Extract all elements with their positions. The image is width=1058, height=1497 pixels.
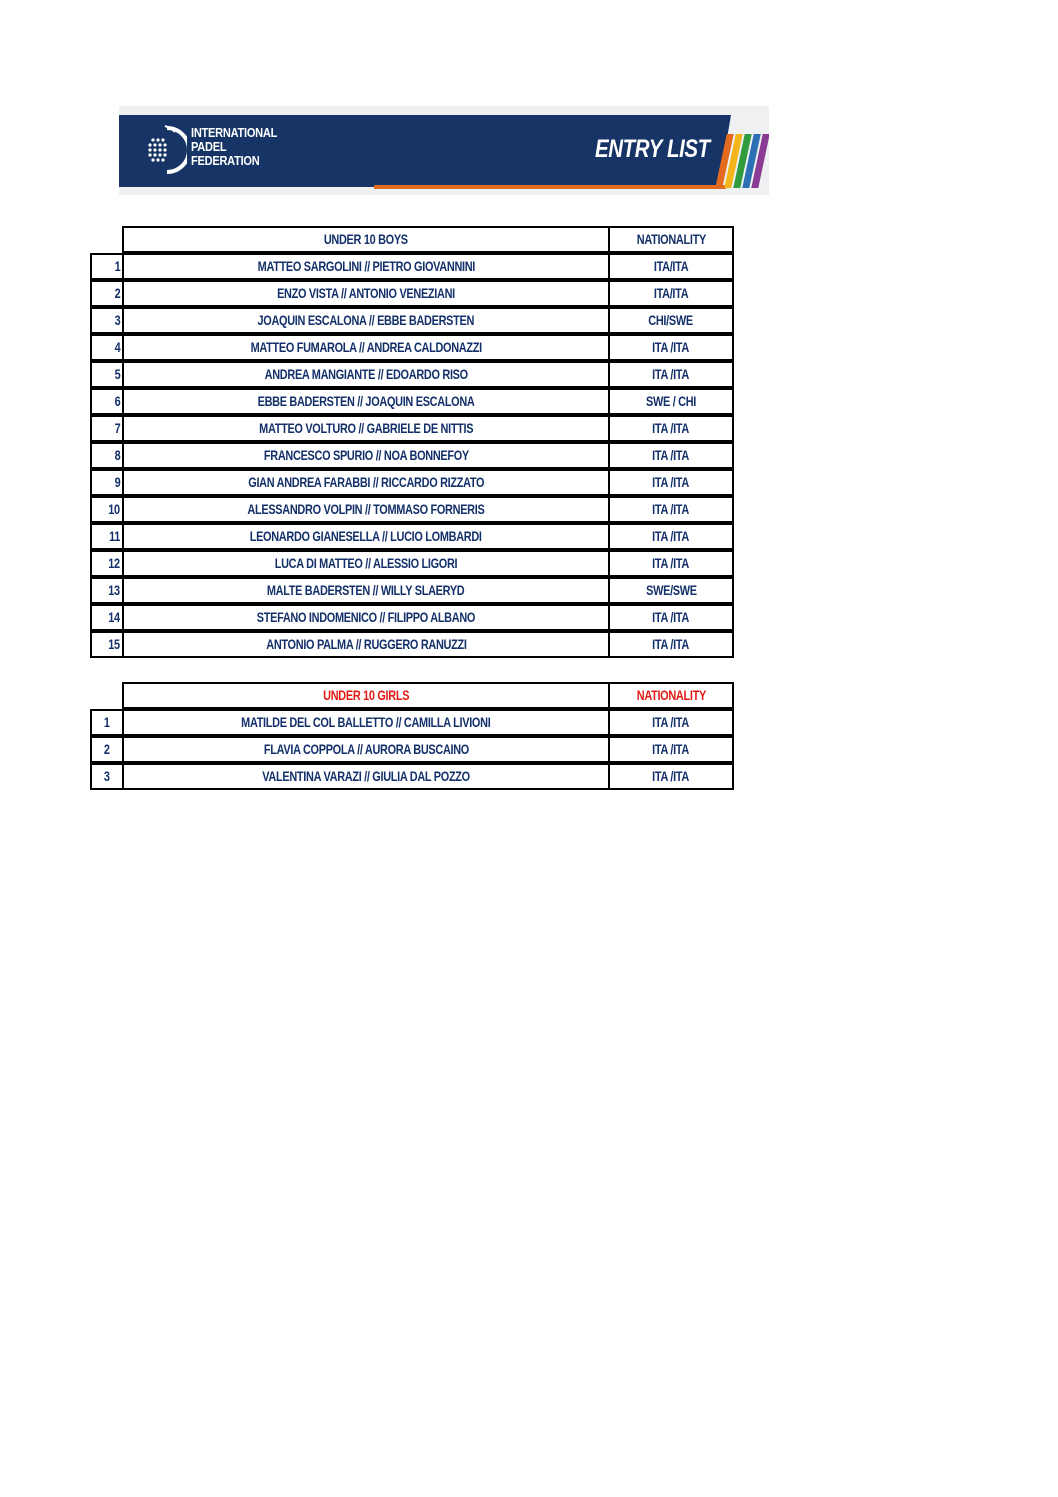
boys-nationality-header: NATIONALITY bbox=[608, 226, 734, 253]
entry-number: 2 bbox=[90, 280, 124, 307]
entry-number: 7 bbox=[90, 415, 124, 442]
player-names: ANTONIO PALMA // RUGGERO RANUZZI bbox=[122, 631, 610, 658]
entry-number: 2 bbox=[90, 736, 124, 763]
nationality: SWE/SWE bbox=[608, 577, 734, 604]
nationality: ITA /ITA bbox=[608, 763, 734, 790]
entry-number: 5 bbox=[90, 361, 124, 388]
player-names: FLAVIA COPPOLA // AURORA BUSCAINO bbox=[122, 736, 610, 763]
nationality: ITA /ITA bbox=[608, 604, 734, 631]
entry-number: 3 bbox=[90, 307, 124, 334]
player-names: MATTEO SARGOLINI // PIETRO GIOVANNINI bbox=[122, 253, 610, 280]
entry-number: 10 bbox=[90, 496, 124, 523]
player-names: MALTE BADERSTEN // WILLY SLAERYD bbox=[122, 577, 610, 604]
entry-number: 12 bbox=[90, 550, 124, 577]
nationality: ITA /ITA bbox=[608, 415, 734, 442]
player-names: MATILDE DEL COL BALLETTO // CAMILLA LIVIONI bbox=[122, 709, 610, 736]
entry-number: 14 bbox=[90, 604, 124, 631]
player-names: JOAQUIN ESCALONA // EBBE BADERSTEN bbox=[122, 307, 610, 334]
player-names: EBBE BADERSTEN // JOAQUIN ESCALONA bbox=[122, 388, 610, 415]
nationality: ITA/ITA bbox=[608, 280, 734, 307]
entry-number: 3 bbox=[90, 763, 124, 790]
entry-number: 8 bbox=[90, 442, 124, 469]
nationality: ITA /ITA bbox=[608, 469, 734, 496]
player-names: MATTEO FUMAROLA // ANDREA CALDONAZZI bbox=[122, 334, 610, 361]
nationality: SWE / CHI bbox=[608, 388, 734, 415]
player-names: ENZO VISTA // ANTONIO VENEZIANI bbox=[122, 280, 610, 307]
entry-number: 1 bbox=[90, 253, 124, 280]
org-name: INTERNATIONAL PADEL FEDERATION bbox=[191, 125, 278, 168]
boys-title: UNDER 10 BOYS bbox=[122, 226, 610, 253]
entry-number: 1 bbox=[90, 709, 124, 736]
player-names: STEFANO INDOMENICO // FILIPPO ALBANO bbox=[122, 604, 610, 631]
entry-list-title: ENTRY LIST bbox=[595, 135, 710, 163]
nationality: ITA /ITA bbox=[608, 334, 734, 361]
entry-number: 6 bbox=[90, 388, 124, 415]
nationality: ITA /ITA bbox=[608, 496, 734, 523]
nationality: ITA /ITA bbox=[608, 523, 734, 550]
nationality: ITA /ITA bbox=[608, 361, 734, 388]
nationality: CHI/SWE bbox=[608, 307, 734, 334]
player-names: VALENTINA VARAZI // GIULIA DAL POZZO bbox=[122, 763, 610, 790]
girls-title: UNDER 10 GIRLS bbox=[122, 682, 610, 709]
entry-number: 15 bbox=[90, 631, 124, 658]
girls-nationality-header: NATIONALITY bbox=[608, 682, 734, 709]
nationality: ITA /ITA bbox=[608, 631, 734, 658]
entry-number: 4 bbox=[90, 334, 124, 361]
player-names: MATTEO VOLTURO // GABRIELE DE NITTIS bbox=[122, 415, 610, 442]
player-names: FRANCESCO SPURIO // NOA BONNEFOY bbox=[122, 442, 610, 469]
color-stripes bbox=[719, 134, 765, 188]
player-names: GIAN ANDREA FARABBI // RICCARDO RIZZATO bbox=[122, 469, 610, 496]
ipf-logo-icon bbox=[145, 124, 187, 176]
player-names: ALESSANDRO VOLPIN // TOMMASO FORNERIS bbox=[122, 496, 610, 523]
entry-number: 9 bbox=[90, 469, 124, 496]
player-names: LEONARDO GIANESELLA // LUCIO LOMBARDI bbox=[122, 523, 610, 550]
player-names: ANDREA MANGIANTE // EDOARDO RISO bbox=[122, 361, 610, 388]
entry-number: 11 bbox=[90, 523, 124, 550]
nationality: ITA /ITA bbox=[608, 709, 734, 736]
nationality: ITA /ITA bbox=[608, 550, 734, 577]
nationality: ITA/ITA bbox=[608, 253, 734, 280]
entry-number: 13 bbox=[90, 577, 124, 604]
player-names: LUCA DI MATTEO // ALESSIO LIGORI bbox=[122, 550, 610, 577]
header-banner bbox=[119, 106, 769, 195]
nationality: ITA /ITA bbox=[608, 736, 734, 763]
nationality: ITA /ITA bbox=[608, 442, 734, 469]
banner-accent-line bbox=[374, 185, 726, 189]
